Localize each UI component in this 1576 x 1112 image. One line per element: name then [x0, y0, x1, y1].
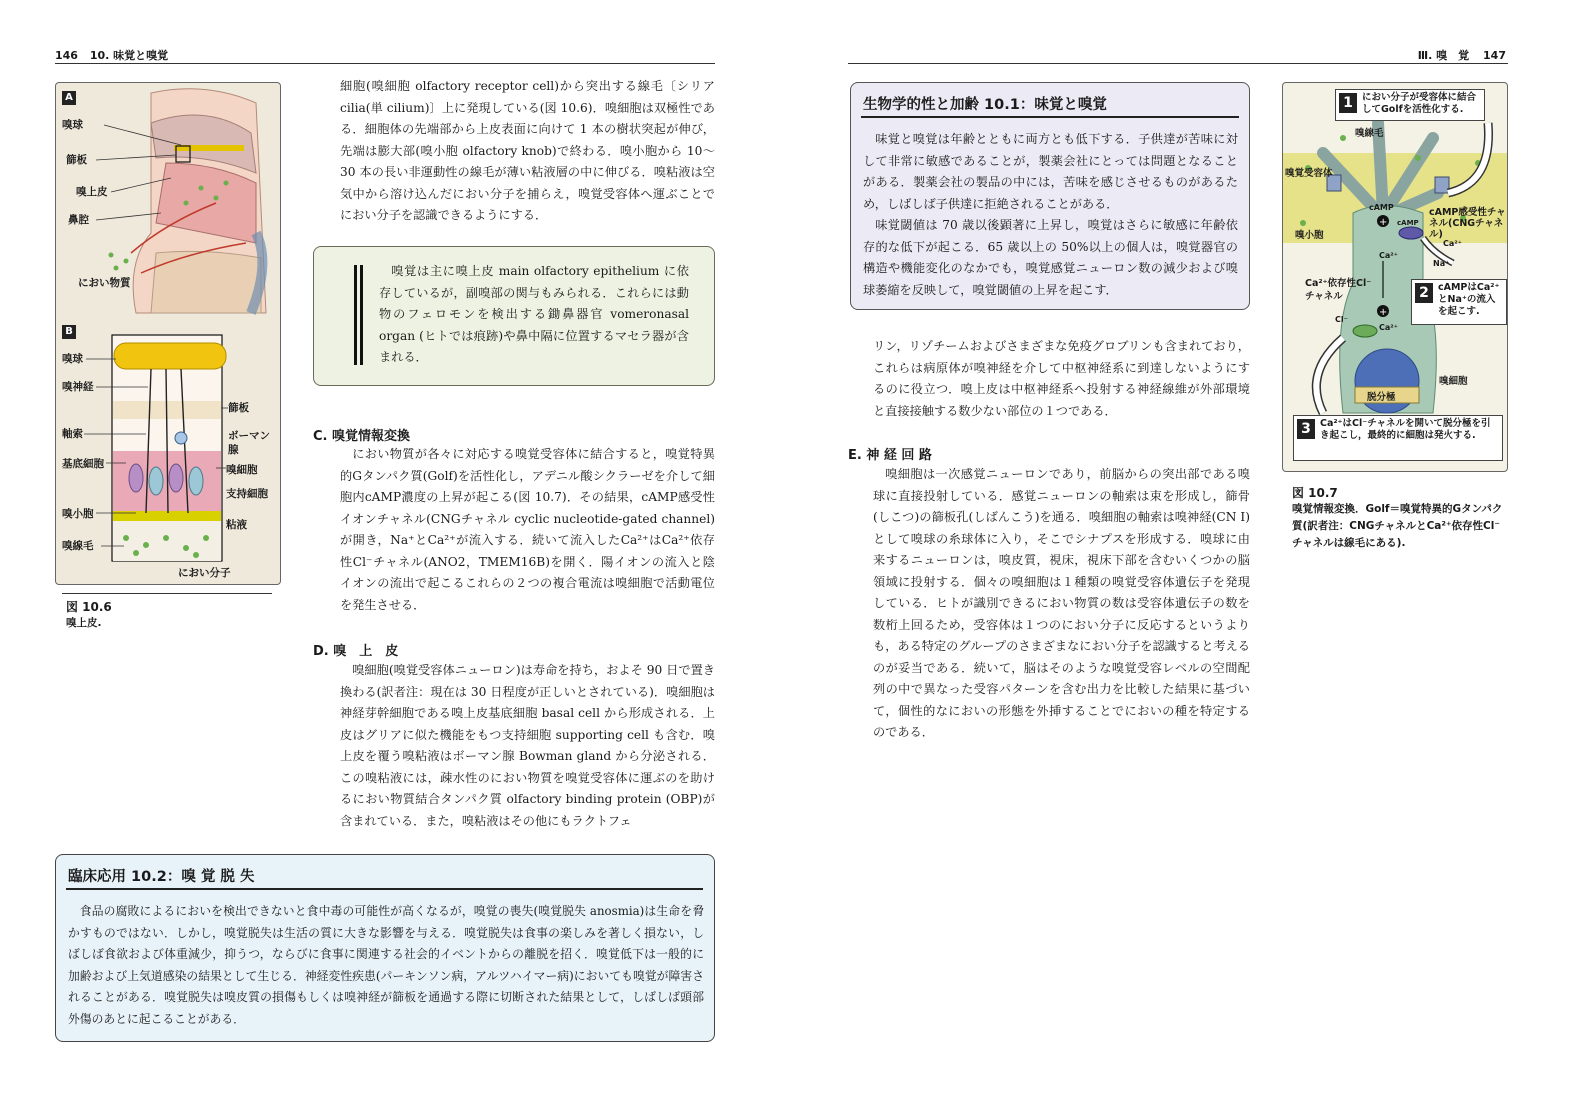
label-axon-b: 軸索 — [62, 428, 83, 440]
note-box-bar-1 — [354, 265, 357, 365]
f7-label-cl: Cl⁻ — [1335, 315, 1348, 324]
clinical-box — [55, 854, 715, 1042]
label-olfactory-epithelium-a: 嗅上皮 — [76, 186, 108, 198]
section-e-heading: E. 神 経 回 路 — [848, 448, 932, 463]
label-receptor-cell-b: 嗅細胞 — [226, 464, 258, 476]
left-running-header — [55, 47, 168, 63]
right-page-number: 147 — [1483, 49, 1506, 62]
label-olfactory-nerve-b: 嗅神経 — [62, 381, 94, 393]
f7-label-cl-channel: Ca²⁺依存性Cl⁻チャネル — [1305, 278, 1372, 302]
section-c-body — [340, 444, 715, 616]
label-cribriform-plate-a: 篩板 — [66, 154, 87, 166]
clinical-box-body — [68, 901, 704, 1030]
panel-b-tag: B — [62, 325, 76, 339]
step-2-text: cAMPはCa²⁺とNa⁺の流入を起こす. — [1438, 282, 1500, 317]
right-header-rule — [848, 63, 1508, 64]
svg-text:+: + — [1379, 217, 1388, 228]
aging-box-body — [863, 129, 1238, 301]
f7-label-ca-2: Ca²⁺ — [1379, 251, 1398, 260]
label-nasal-cavity-a: 鼻腔 — [68, 214, 89, 226]
figure-10-7-caption-title: 図 10.7 — [1292, 486, 1338, 500]
svg-text:+: + — [1379, 307, 1388, 318]
note-box-text: 嗅覚は主に嗅上皮 main olfactory epithelium に依存しているが，副嗅部の関与もみられる．これらには動物のフェロモンを検出する鋤鼻器官 vomeronasal organ (ヒトでは痕跡)や鼻中隔に位置するマセラ器が含まれる． — [379, 264, 689, 364]
figure-10-6 — [55, 82, 281, 585]
continuation-text: リン，リゾチームおよびさまざまな免疫グロブリンも含まれており，これらは病原体が嗅神経を介して中枢神経系に到達しないようにするのに役立つ．嗅上皮は中枢神経系へ投射する神経線維が外部環境と直接接触する数少ない部位の１つである． — [873, 339, 1250, 418]
label-supporting-cell-b: 支持細胞 — [226, 488, 268, 500]
f7-label-cell: 嗅細胞 — [1439, 376, 1468, 387]
label-cilia-b: 嗅線毛 — [62, 540, 94, 552]
label-bowman-b-1: ボーマン — [228, 430, 270, 442]
aging-box — [850, 82, 1250, 310]
aging-box-text-1: 味覚と嗅覚は年齢とともに両方とも低下する．子供達が苦味に対して非常に敏感であることが，製薬会社にとっては問題となることがある．製薬会社の製品の中には，苦味を感じさせるものがあるため，しばしば子供達に拒絶されることがある． — [863, 132, 1238, 211]
label-mucus-b: 粘液 — [226, 519, 247, 531]
aging-box-title-rule — [861, 116, 1239, 118]
figure-10-7-caption-text: 嗅覚情報変換．Golf＝嗅覚特異的Gタンパク質(訳者注：CNGチャネルとCa²⁺依存性Cl⁻チャネルは線毛にある). — [1292, 503, 1503, 549]
label-knob-b: 嗅小胞 — [62, 508, 94, 520]
label-cribriform-plate-b: 篩板 — [228, 402, 249, 414]
figure-10-7-caption — [1292, 484, 1508, 552]
label-odorant-a: におい物質 — [78, 277, 131, 289]
figure-10-7 — [1282, 82, 1508, 472]
label-basal-cell-b: 基底細胞 — [62, 458, 104, 470]
panel-a-tag: A — [62, 91, 76, 105]
intro-paragraph — [340, 76, 715, 227]
section-d-body — [340, 660, 715, 832]
left-page-number: 146 — [55, 49, 78, 62]
f7-label-receptor: 嗅覚受容体 — [1285, 168, 1333, 179]
clinical-box-title: 臨床応用 10.2：嗅 覚 脱 失 — [68, 869, 255, 885]
step-1-number: 1 — [1339, 93, 1357, 113]
note-box-bar-2 — [360, 265, 363, 365]
section-e-text: 嗅細胞は一次感覚ニューロンであり，前脳からの突出部である嗅球に直接投射している．感覚ニューロンの軸索は束を形成し，篩骨(しこつ)の篩板孔(しばんこう)を通る．嗅細胞の軸索は嗅神経(CN Ⅰ)として嗅球の糸球体に入り，そこでシナプスを形成する．嗅球に由来するニューロンは，嗅皮質，視床，視床下部を含むいくつかの脳領域に投射する．個々の嗅細胞は１種類の嗅覚受容体遺伝子を発現している．ヒトが識別できるにおい物質の数は受容体遺伝子の数を数桁上回るため，受容体は１つのにおい分子に反応するというよりも，ある特定のグループのさまざまなにおい分子を認識すると考えるのが妥当である．続いて，脳はそのような嗅覚受容レベルの空間配列の中で異なった受容パターンを含む出力を比較した結果に基づいて，個性的なにおいの形態を外挿することでにおいの種を特定するのである． — [873, 467, 1250, 739]
f7-label-ca-3: Ca²⁺ — [1379, 323, 1398, 332]
aging-box-text-2: 味覚閾値は 70 歳以後顕著に上昇し，嗅覚はさらに敏感に年齢依存的な低下が起こる．65 歳以上の 50%以上の個人は，嗅覚器官の構造や機能変化のなかでも，嗅覚感覚ニューロン数の減少および嗅球萎縮を反映して，嗅覚閾値の上昇を起こす． — [863, 218, 1238, 297]
right-running-header — [1418, 47, 1506, 63]
figure-10-7-step-3 — [1293, 415, 1503, 461]
step-3-text: Ca²⁺はCl⁻チャネルを開いて脱分極を引き起こし，最終的に細胞は発火する. — [1320, 418, 1491, 441]
f7-label-cilia: 嗅線毛 — [1355, 128, 1384, 139]
right-chapter-title: Ⅲ. 嗅 覚 — [1417, 49, 1470, 62]
note-box-text-wrap — [379, 261, 689, 369]
section-d-text: 嗅細胞(嗅覚受容体ニューロン)は寿命を持ち，およそ 90 日で置き換わる(訳者注：現在は 30 日程度が正しいとされている)．嗅細胞は神経芽幹細胞である嗅上皮基底細胞 basal cell から形成される．上皮はグリアに似た機能をもつ支持細胞 supporting cell も含む．嗅上皮を覆う嗅粘液はボーマン腺 Bowman gland から分泌される．この嗅粘液には，疎水性のにおい物質を嗅覚受容体に運ぶのを助けるにおい物質結合タンパク質 olfactory binding protein (OBP)が含まれている．また，嗅粘液はその他にもラクトフェ — [340, 663, 715, 828]
continuation-paragraph — [873, 336, 1250, 422]
label-olfactory-bulb-a: 嗅球 — [62, 119, 83, 131]
left-chapter-title: 10. 味覚と嗅覚 — [89, 49, 169, 62]
note-box — [313, 246, 715, 386]
section-c-text: におい物質が各々に対応する嗅覚受容体に結合すると，嗅覚特異的Gタンパク質(Golf)を活性化し，アデニル酸シクラーゼを介して細胞内cAMP濃度の上昇が起こる(図 10.7)．その結果，cAMP感受性イオンチャネル(CNGチャネル cyclic nucleotide-gated channel)が開き，Na⁺とCa²⁺が流入する．続いて流入したCa²⁺はCa²⁺依存性Cl⁻チャネル(ANO2，TMEM16B)を開く．陽イオンの流入と陰イオンの流出で起こるこれらの２つの複合電流は嗅細胞で活動電位を発生させる． — [340, 447, 715, 612]
intro-paragraph-text: 細胞(嗅細胞 olfactory receptor cell)から突出する線毛〔シリアcilia(単 cilium)〕上に発現している(図 10.6)．嗅細胞は双極性である．細胞体の先端部から上皮表面に向けて 1 本の樹状突起が伸び，先端は膨大部(嗅小胞 olfactory knob)で終わる．嗅小胞から 10～ 30 本の長い非運動性の線毛が薄い粘液層の中に伸びる．嗅粘液は空気中から溶け込んだにおい分子を捕らえ，嗅覚受容体へ運ぶことでにおい分子を認識できるようにする． — [340, 79, 715, 222]
step-3-number: 3 — [1297, 419, 1315, 439]
figure-10-6-caption-rule — [62, 593, 272, 594]
clinical-box-title-rule — [66, 888, 703, 890]
clinical-box-text: 食品の腐敗によるにおいを検出できないと食中毒の可能性が高くなるが，嗅覚の喪失(嗅覚脱失 anosmia)は生命を脅かすものではない．しかし，嗅覚脱失は生活の質に大きな影響を与える．嗅覚脱失は食事の楽しみを著しく損ない，しばしば食欲および体重減少，抑うつ，ならびに食事に関連する社会的イベントからの離脱を招く．嗅覚低下は一般的に加齢および上気道感染の結果として生じる．神経変性疾患(パーキンソン病，アルツハイマー病)においても嗅覚が障害されることがある．嗅覚脱失は嗅皮質の損傷もしくは嗅神経が篩板を通過する際に切断された結果として，しばしば頭部外傷のあとに起こることがある． — [68, 904, 704, 1026]
left-header-rule — [55, 63, 715, 64]
label-bowman-b-2: 腺 — [228, 444, 239, 456]
label-odor-molecule-b: におい分子 — [178, 567, 231, 579]
f7-label-depol: 脱分極 — [1367, 392, 1396, 403]
section-c-heading: C. 嗅覚情報変換 — [313, 429, 411, 444]
aging-box-title: 生物学的性と加齢 10.1：味覚と嗅覚 — [863, 97, 1107, 113]
f7-label-na: Na⁺ — [1433, 259, 1450, 268]
step-1-text: におい分子が受容体に結合してGolfを活性化する. — [1362, 92, 1477, 115]
figure-10-7-step-1 — [1335, 89, 1485, 121]
f7-label-camp-1: cAMP — [1369, 203, 1394, 212]
f7-label-camp-2: cAMP — [1397, 219, 1419, 227]
section-e-body — [873, 464, 1250, 744]
figure-10-6-caption — [66, 598, 276, 632]
step-2-number: 2 — [1415, 283, 1433, 303]
figure-10-6-caption-title: 図 10.6 — [66, 600, 112, 614]
f7-label-ca-1: Ca²⁺ — [1443, 239, 1462, 248]
section-d-heading: D. 嗅 上 皮 — [313, 644, 399, 659]
f7-label-cng: cAMP感受性チャネル(CNGチャネル) — [1429, 207, 1506, 240]
label-olfactory-bulb-b: 嗅球 — [62, 353, 83, 365]
figure-10-6-caption-text: 嗅上皮. — [66, 617, 102, 629]
figure-10-7-step-2 — [1411, 279, 1507, 325]
f7-label-knob: 嗅小胞 — [1295, 230, 1324, 241]
